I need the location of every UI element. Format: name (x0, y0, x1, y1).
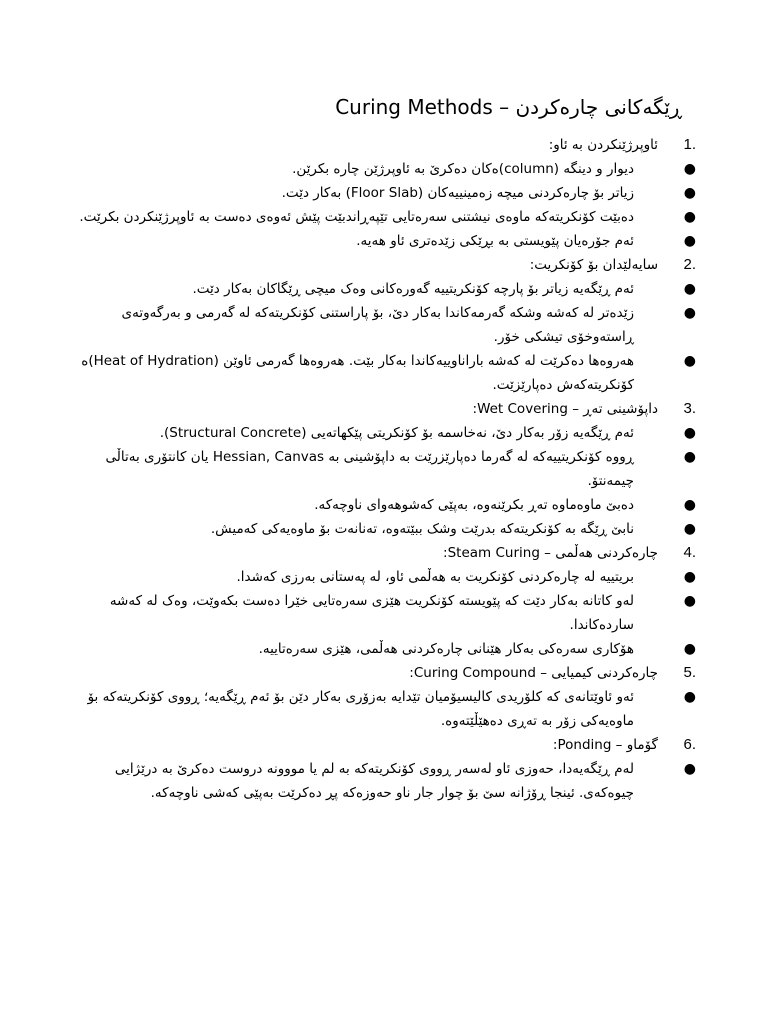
bullet-icon: ● (683, 233, 696, 249)
list-item-text: لەو کاتانە بەکار دێت کە پێویستە کۆنکریت هێزی سەرەتایی خێرا دەست بکەوێت، وەک لە کەشە ساردەکاندا. (109, 593, 634, 633)
bullet-icon: ● (683, 497, 696, 513)
list-item (76, 757, 696, 805)
list-item-text: ڕووە کۆنکریتییەکە لە گەرما دەپارێزرێت بە داپۆشینی بە Hessian, Canvas یان کانتۆری بەتاڵی چیمەنتۆ. (105, 449, 634, 489)
list-item (76, 229, 696, 253)
list-item (76, 349, 696, 397)
section-heading-text: داپۆشینی تەڕ – Wet Covering: (472, 401, 658, 417)
bullet-icon: ● (683, 641, 696, 657)
list-item-text: نابێ ڕێگە بە کۆنکریتەکە بدرێت وشک ببێتەوە، تەنانەت بۆ ماوەیەکی کەمیش. (210, 521, 634, 537)
list-item (76, 493, 696, 517)
document-body (76, 133, 696, 805)
section-number: 6. (683, 736, 696, 753)
list-item-text: بریتییە لە چارەکردنی کۆنکریت بە هەڵمی ئاو، لە پەستانی بەرزی کەشدا. (236, 569, 634, 585)
list-item-text: هەروەها دەکرێت لە کەشە باراناوییەکاندا بەکار بێت. هەروەها گەرمی ئاوێن (Heat of Hydration)ە کۆنکریتەکەش دەپارێزێت. (81, 353, 634, 393)
list-item-text: ئەو ئاوێتانەی کە کلۆریدی کالیسیۆمیان تێدایە بەزۆری بەکار دێن بۆ ئەم ڕێگەیە؛ ڕووی کۆنکریتەکە بۆ ماوەیەکی زۆر بە تەڕی دەهێڵێتەوە. (87, 689, 634, 729)
bullet-icon: ● (683, 185, 696, 201)
bullet-icon: ● (683, 521, 696, 537)
list-item-text: ئەم ڕێگەیە زیاتر بۆ پارچە کۆنکریتییە گەورەکانی وەک میچی ڕێگاکان بەکار دێت. (192, 281, 634, 297)
section-number: 5. (683, 664, 696, 681)
list-item-text: هۆکاری سەرەکی بەکار هێنانی چارەکردنی هەڵمی، هێزی سەرەتاییە. (258, 641, 634, 657)
bullet-icon: ● (683, 761, 696, 777)
section-heading-2 (76, 253, 696, 277)
list-item-text: زیاتر بۆ چارەکردنی میچە زەمینییەکان (Floor Slab) بەکار دێت. (281, 185, 634, 201)
list-item-text: دیوار و دینگە (column)ەکان دەکرێ بە ئاوپرژێن چارە بکرێن. (292, 161, 634, 177)
section-heading-text: چارەکردنی کیمیایی – Curing Compound: (409, 665, 658, 681)
section-number: 3. (683, 400, 696, 417)
section-number: 4. (683, 544, 696, 561)
bullet-icon: ● (683, 161, 696, 177)
bullet-icon: ● (683, 449, 696, 465)
section-heading-1 (76, 133, 696, 157)
list-item (76, 637, 696, 661)
bullet-icon: ● (683, 689, 696, 705)
section-number: 1. (683, 136, 696, 153)
list-item (76, 589, 696, 637)
bullet-icon: ● (683, 569, 696, 585)
list-item (76, 445, 696, 493)
list-item (76, 277, 696, 301)
bullet-icon: ● (683, 305, 696, 321)
list-item (76, 565, 696, 589)
list-item (76, 301, 696, 349)
section-heading-text: ئاوپرژێنکردن بە ئاو: (548, 137, 658, 153)
section-heading-6 (76, 733, 696, 757)
section-heading-5 (76, 661, 696, 685)
list-item-text: دەبێت کۆنکریتەکە ماوەی نیشتنی سەرەتایی تێپەڕاندبێت پێش ئەوەی دەست بە ئاوپرژێنکردن بکرێت. (79, 209, 634, 225)
section-heading-text: سایەلێدان بۆ کۆنکریت: (529, 257, 658, 273)
bullet-icon: ● (683, 209, 696, 225)
section-heading-3 (76, 397, 696, 421)
list-item (76, 157, 696, 181)
bullet-icon: ● (683, 593, 696, 609)
list-item (76, 685, 696, 733)
bullet-icon: ● (683, 425, 696, 441)
list-item (76, 181, 696, 205)
list-item-text: دەبێ ماوەماوە تەڕ بکرێنەوە، بەپێی کەشوهەوای ناوچەکە. (314, 497, 634, 513)
list-item-text: ئەم ڕێگەیە زۆر بەکار دێ، نەخاسمە بۆ کۆنکریتی پێکهاتەیی (Structural Concrete). (159, 425, 634, 441)
list-item-text: لەم ڕێگەیەدا، حەوزی ئاو لەسەر ڕووی کۆنکریتەکە بە لم یا مووونە دروست دەکرێ بە درێژایی چیوەکەی. ئینجا ڕۆژانە سێ بۆ چوار جار ناو حەوزەکە پڕ دەکرێت بەپێی کەشی ناوچەکە. (114, 761, 634, 801)
bullet-icon: ● (683, 353, 696, 369)
list-item (76, 205, 696, 229)
document-title: ڕێگەکانی چارەکردن – Curing Methods (335, 95, 682, 119)
bullet-icon: ● (683, 281, 696, 297)
section-number: 2. (683, 256, 696, 273)
section-heading-text: چارەکردنی هەڵمی – Steam Curing: (443, 545, 658, 561)
list-item (76, 421, 696, 445)
section-heading-4 (76, 541, 696, 565)
list-item-text: ئەم جۆرەیان پێویستی بە بڕێکی زێدەتری ئاو هەیە. (356, 233, 634, 249)
section-heading-text: گۆماو – Ponding: (552, 737, 658, 753)
list-item (76, 517, 696, 541)
list-item-text: زێدەتر لە کەشە وشکە گەرمەکاندا بەکار دێ، بۆ پاراستنی کۆنکریتەکە لە گەرمی و بەرگەوتەی ڕاستەوخۆی تیشکی خۆر. (121, 305, 634, 345)
